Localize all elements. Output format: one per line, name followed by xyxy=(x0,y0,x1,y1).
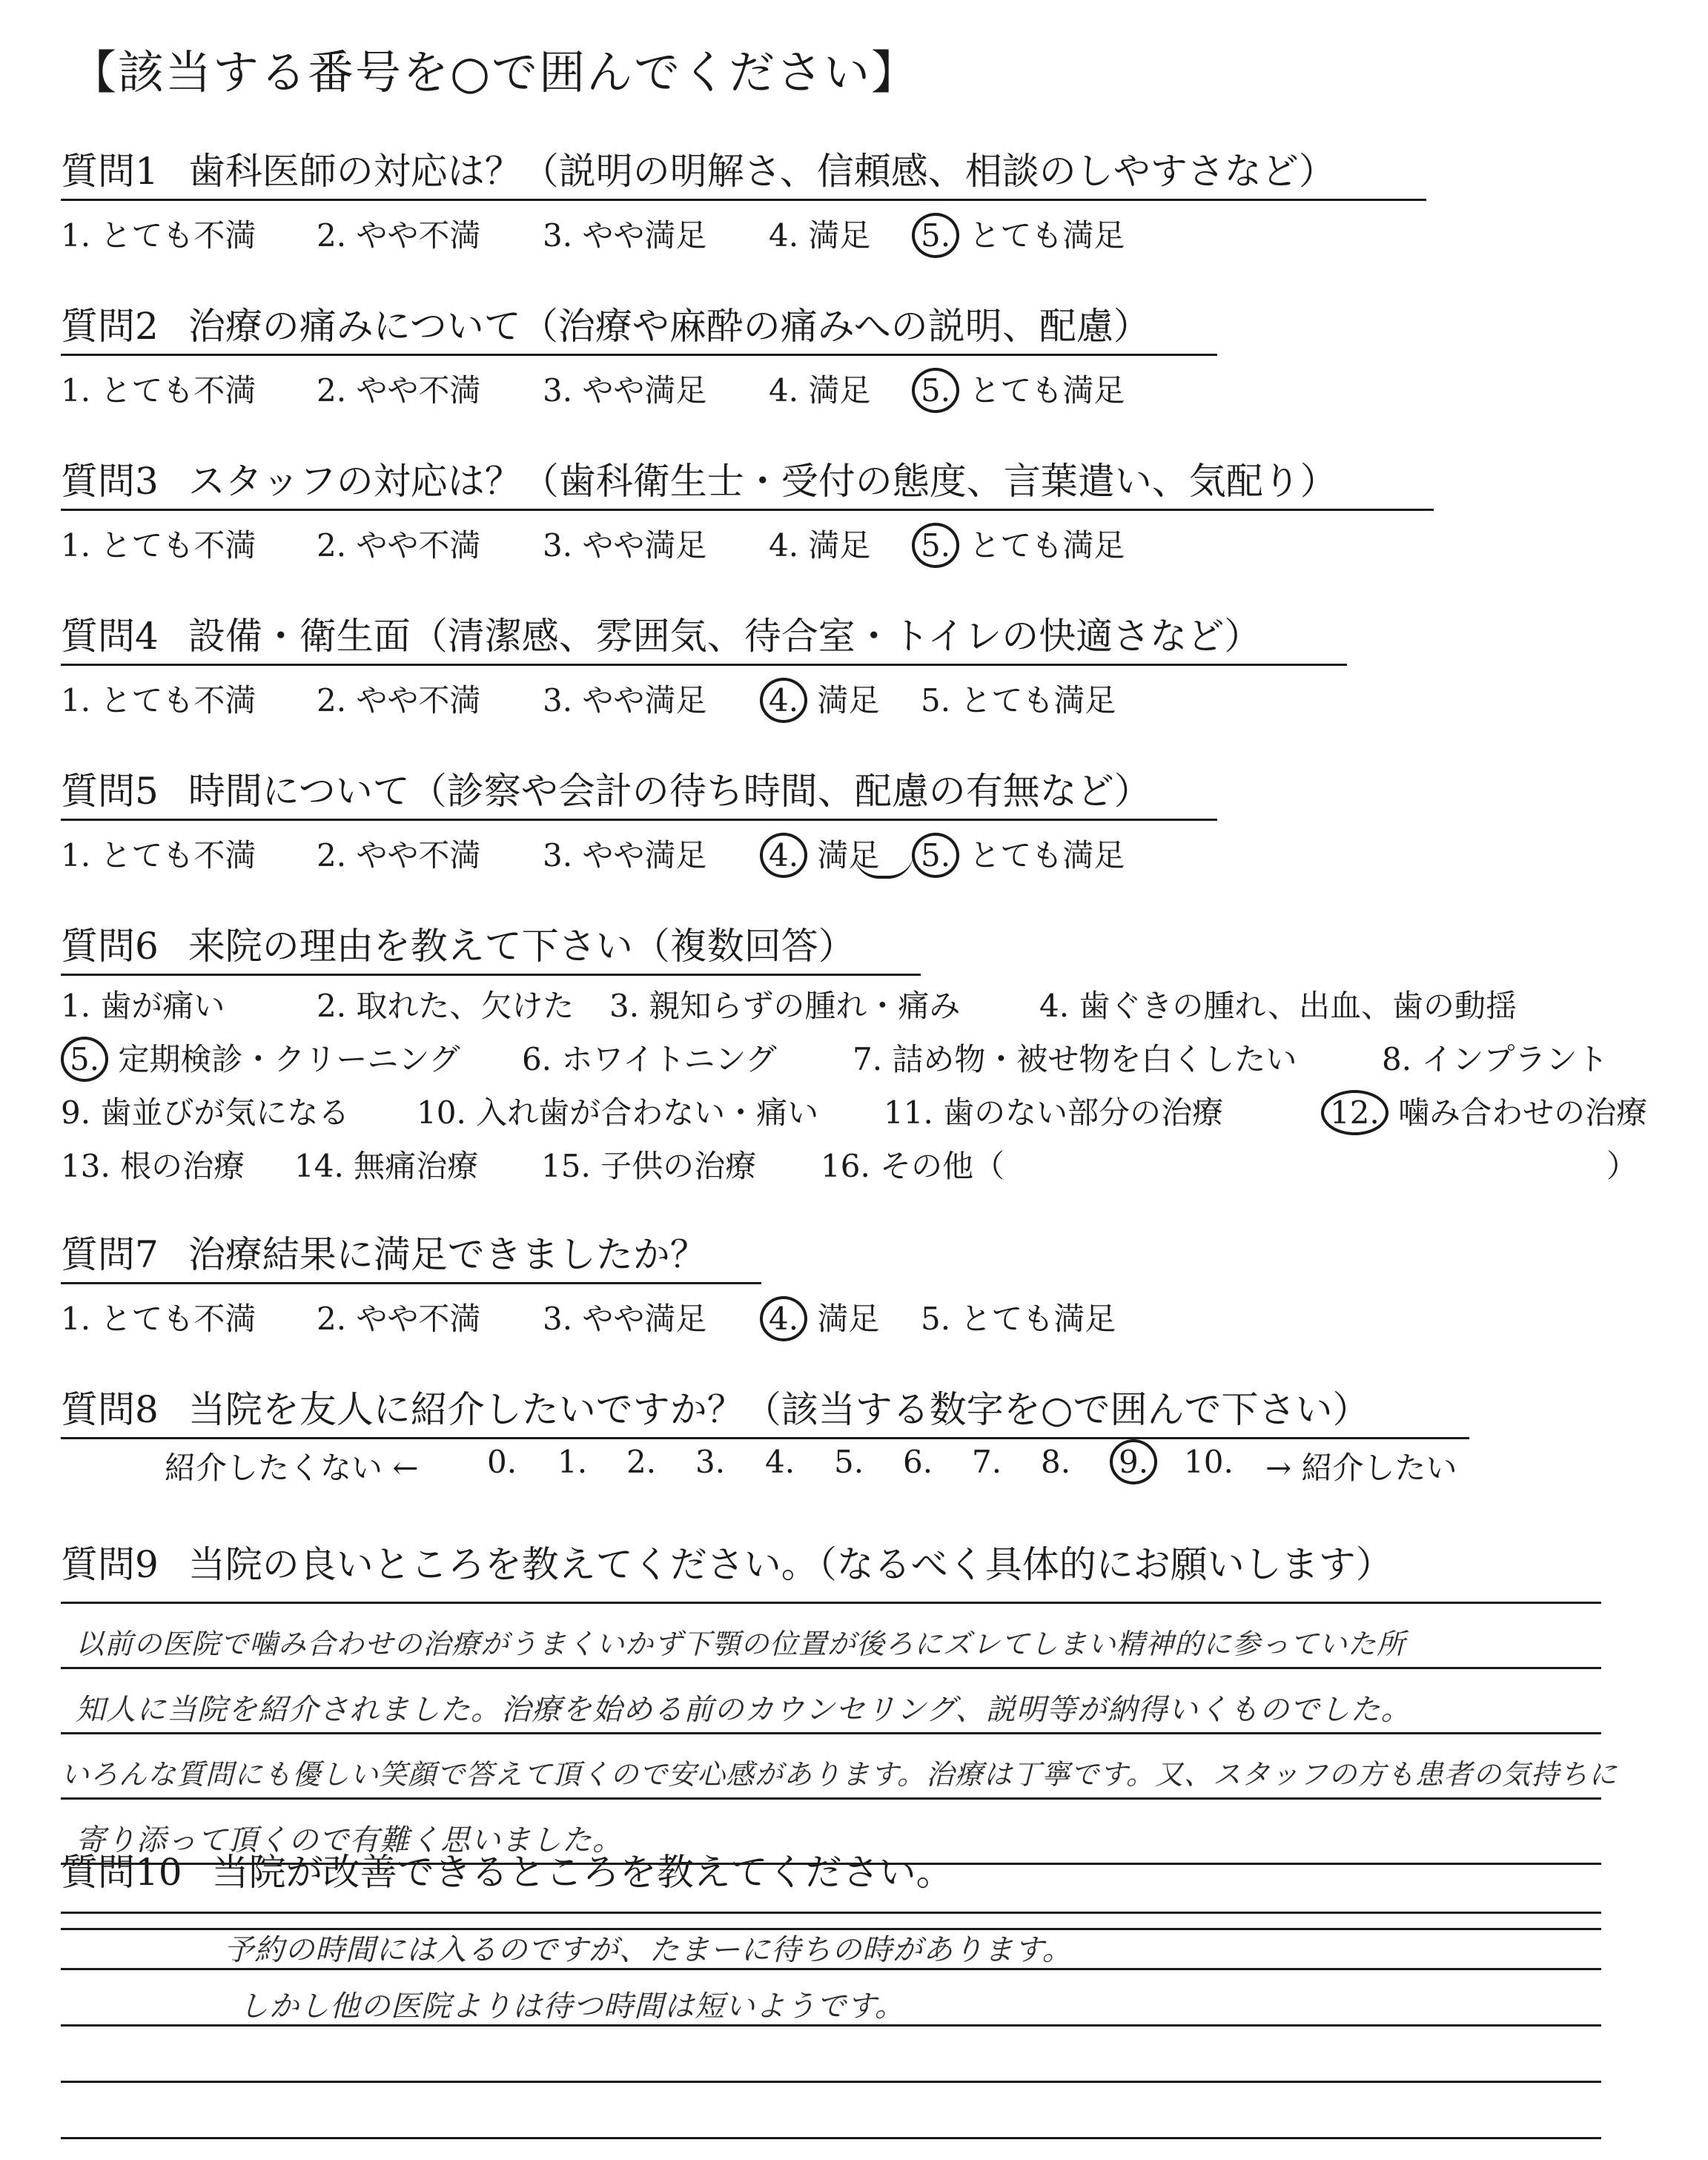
circle-mark: 5. xyxy=(912,833,959,878)
question-text: 歯科医師の対応は？（説明の明解さ、信頼感、相談のしやすさなど） xyxy=(188,150,1336,193)
question-number: 質問5 xyxy=(61,770,159,813)
circle-mark: 4. xyxy=(760,678,807,723)
scale-4[interactable]: 4. xyxy=(765,1444,795,1480)
choice-3[interactable]: 3. やや満足 xyxy=(543,1301,707,1337)
reason-5-selected[interactable]: 5. 定期検診・クリーニング xyxy=(61,1035,460,1080)
choice-row xyxy=(61,360,1217,412)
answer-area-q10[interactable] xyxy=(61,1912,1601,2149)
circle-mark: 5. xyxy=(912,368,959,413)
choice-1[interactable]: 1. とても不満 xyxy=(61,372,256,409)
question-8 xyxy=(61,1384,1469,1497)
choice-2[interactable]: 2. やや不満 xyxy=(317,837,481,873)
choice-4[interactable]: 4. 満足 xyxy=(769,372,871,409)
choice-3[interactable]: 3. やや満足 xyxy=(543,837,707,873)
reason-16[interactable]: 16. その他（ xyxy=(821,1148,1005,1184)
question-text: 来院の理由を教えて下さい（複数回答） xyxy=(188,925,855,968)
choice-5-selected[interactable]: 5. とても満足 xyxy=(921,211,1125,256)
question-number: 質問1 xyxy=(61,150,159,193)
scale-1[interactable]: 1. xyxy=(557,1444,588,1480)
handwritten-line: 予約の時間には入るのですが、たまーに待ちの時があります。 xyxy=(224,1933,1073,1967)
scale-8[interactable]: 8. xyxy=(1041,1444,1071,1480)
scale-2[interactable]: 2. xyxy=(626,1444,657,1480)
question-number: 質問7 xyxy=(61,1233,159,1276)
choice-5-selected[interactable]: 5. とても満足 xyxy=(921,831,1125,876)
question-7 xyxy=(61,1229,1116,1341)
reason-8[interactable]: 8. インプラント xyxy=(1382,1041,1609,1077)
choice-2[interactable]: 2. やや不満 xyxy=(317,527,481,564)
scale-10[interactable]: 10. xyxy=(1184,1444,1234,1480)
question-underline xyxy=(61,819,1217,821)
choice-2[interactable]: 2. やや不満 xyxy=(317,217,481,254)
question-3 xyxy=(61,455,1434,567)
question-4 xyxy=(61,610,1347,722)
choice-3[interactable]: 3. やや満足 xyxy=(543,217,707,254)
writing-line xyxy=(61,1912,1601,1914)
choice-4[interactable]: 4. 満足 xyxy=(769,217,871,254)
question-5 xyxy=(61,765,1217,877)
question-text: 時間について（診察や会計の待ち時間、配慮の有無など） xyxy=(188,770,1151,813)
question-number: 質問10 xyxy=(61,1851,182,1894)
question-text: 治療結果に満足できましたか？ xyxy=(188,1233,707,1276)
scale-left-label: 紹介したくない ← xyxy=(165,1450,419,1486)
reason-11[interactable]: 11. 歯のない部分の治療 xyxy=(884,1094,1224,1131)
choice-5-selected[interactable]: 5. とても満足 xyxy=(921,521,1125,566)
reason-9[interactable]: 9. 歯並びが気になる xyxy=(61,1094,350,1131)
handwritten-line: 寄り添って頂くので有難く思いました。 xyxy=(76,1823,623,1857)
reason-12-selected[interactable]: 12. 噛み合わせの治療 xyxy=(1321,1089,1647,1133)
reason-1[interactable]: 1. 歯が痛い xyxy=(61,988,225,1024)
question-underline xyxy=(61,509,1434,511)
page-title: 【該当する番号を○で囲んでください】 xyxy=(70,45,919,99)
choice-row xyxy=(61,515,1434,567)
reason-13[interactable]: 13. 根の治療 xyxy=(61,1148,245,1184)
writing-line xyxy=(61,2081,1601,2083)
scale-right-label: → 紹介したい xyxy=(1265,1450,1457,1486)
choice-row xyxy=(61,825,1217,877)
question-underline xyxy=(61,1437,1469,1439)
choice-4[interactable]: 4. 満足 xyxy=(769,527,871,564)
choice-1[interactable]: 1. とても不満 xyxy=(61,682,256,719)
question-underline xyxy=(61,199,1426,201)
circle-mark: 5. xyxy=(61,1037,108,1082)
reason-15[interactable]: 15. 子供の治療 xyxy=(541,1148,757,1184)
choice-2[interactable]: 2. やや不満 xyxy=(317,372,481,409)
question-number: 質問2 xyxy=(61,305,159,348)
circle-mark: 9. xyxy=(1110,1439,1157,1484)
reason-16-close: ） xyxy=(1606,1148,1638,1184)
choice-row xyxy=(61,205,1426,257)
question-9 xyxy=(61,1539,1393,1591)
reason-14[interactable]: 14. 無痛治療 xyxy=(294,1148,479,1184)
scale-5[interactable]: 5. xyxy=(834,1444,864,1480)
choice-5[interactable]: 5. とても満足 xyxy=(921,682,1116,719)
handwritten-line: しかし他の医院よりは待つ時間は短いようです。 xyxy=(239,1989,905,2024)
choice-4-selected[interactable]: 4. 満足 xyxy=(769,676,879,721)
scale-3[interactable]: 3. xyxy=(695,1444,726,1480)
choice-row xyxy=(61,1289,1116,1341)
recommend-scale xyxy=(61,1444,1469,1497)
question-underline xyxy=(61,354,1217,356)
circle-mark: 5. xyxy=(912,523,959,568)
scale-6[interactable]: 6. xyxy=(903,1444,933,1480)
choice-1[interactable]: 1. とても不満 xyxy=(61,527,256,564)
choice-3[interactable]: 3. やや満足 xyxy=(543,682,707,719)
writing-line xyxy=(61,1602,1601,1604)
reason-7[interactable]: 7. 詰め物・被せ物を白くしたい xyxy=(853,1041,1297,1077)
question-text: 当院が改善できるところを教えてください。 xyxy=(211,1851,953,1894)
question-text: 設備・衛生面（清潔感、雰囲気、待合室・トイレの快適さなど） xyxy=(188,615,1262,658)
writing-line xyxy=(61,1797,1601,1800)
reason-10[interactable]: 10. 入れ歯が合わない・痛い xyxy=(417,1094,819,1131)
circle-mark: 5. xyxy=(912,213,959,258)
writing-line xyxy=(61,1732,1601,1734)
choice-row xyxy=(61,670,1347,722)
scale-0[interactable]: 0. xyxy=(487,1444,517,1480)
choice-1[interactable]: 1. とても不満 xyxy=(61,837,256,873)
choice-1[interactable]: 1. とても不満 xyxy=(61,1301,256,1337)
question-number: 質問8 xyxy=(61,1388,159,1431)
circle-mark: 4. xyxy=(760,1296,807,1341)
question-number: 質問3 xyxy=(61,460,159,503)
question-6 xyxy=(61,920,921,976)
reason-2[interactable]: 2. 取れた、欠けた xyxy=(317,988,575,1024)
question-text: スタッフの対応は？（歯科衛生士・受付の態度、言葉遣い、気配り） xyxy=(188,460,1337,503)
scale-9-selected[interactable] xyxy=(1110,1444,1157,1480)
question-text: 治療の痛みについて（治療や麻酔の痛みへの説明、配慮） xyxy=(188,305,1151,348)
choice-2[interactable]: 2. やや不満 xyxy=(317,682,481,719)
choice-4-selected[interactable]: 4. 満足 xyxy=(769,831,879,876)
choice-1[interactable]: 1. とても不満 xyxy=(61,217,256,254)
question-1 xyxy=(61,145,1426,257)
reason-4[interactable]: 4. 歯ぐきの腫れ、出血、歯の動揺 xyxy=(1039,988,1517,1024)
choice-3[interactable]: 3. やや満足 xyxy=(543,372,707,409)
question-text: 当院を友人に紹介したいですか？（該当する数字を○で囲んで下さい） xyxy=(188,1388,1370,1431)
circle-mark: 12. xyxy=(1321,1090,1388,1135)
question-text: 当院の良いところを教えてください。（なるべく具体的にお願いします） xyxy=(188,1543,1393,1586)
choice-3[interactable]: 3. やや満足 xyxy=(543,527,707,564)
question-10 xyxy=(61,1846,953,1898)
question-number: 質問9 xyxy=(61,1543,159,1586)
choice-5[interactable]: 5. とても満足 xyxy=(921,1301,1116,1337)
choice-4-selected[interactable]: 4. 満足 xyxy=(769,1295,879,1339)
circle-mark: 4. xyxy=(760,833,807,878)
question-number: 質問6 xyxy=(61,925,159,968)
choice-2[interactable]: 2. やや不満 xyxy=(317,1301,481,1337)
choice-5-selected[interactable]: 5. とても満足 xyxy=(921,366,1125,411)
reason-6[interactable]: 6. ホワイトニング xyxy=(522,1041,777,1077)
writing-line xyxy=(61,2137,1601,2139)
question-number: 質問4 xyxy=(61,615,159,658)
question-underline xyxy=(61,974,921,976)
handwritten-line: いろんな質問にも優しい笑顔で答えて頂くので安心感があります。治療は丁寧です。又、スタッフの方も患者の気持ちに xyxy=(61,1758,1618,1791)
question-underline xyxy=(61,1282,761,1284)
scale-7[interactable]: 7. xyxy=(972,1444,1002,1480)
reason-3[interactable]: 3. 親知らずの腫れ・痛み xyxy=(609,988,961,1024)
handwritten-line: 知人に当院を紹介されました。治療を始める前のカウンセリング、説明等が納得いくものでした。 xyxy=(76,1693,1411,1727)
question-underline xyxy=(61,664,1347,666)
writing-line xyxy=(61,1667,1601,1669)
question-2 xyxy=(61,300,1217,412)
handwritten-line: 以前の医院で噛み合わせの治療がうまくいかず下顎の位置が後ろにズレてしまい精神的に参っていた所 xyxy=(76,1628,1406,1660)
